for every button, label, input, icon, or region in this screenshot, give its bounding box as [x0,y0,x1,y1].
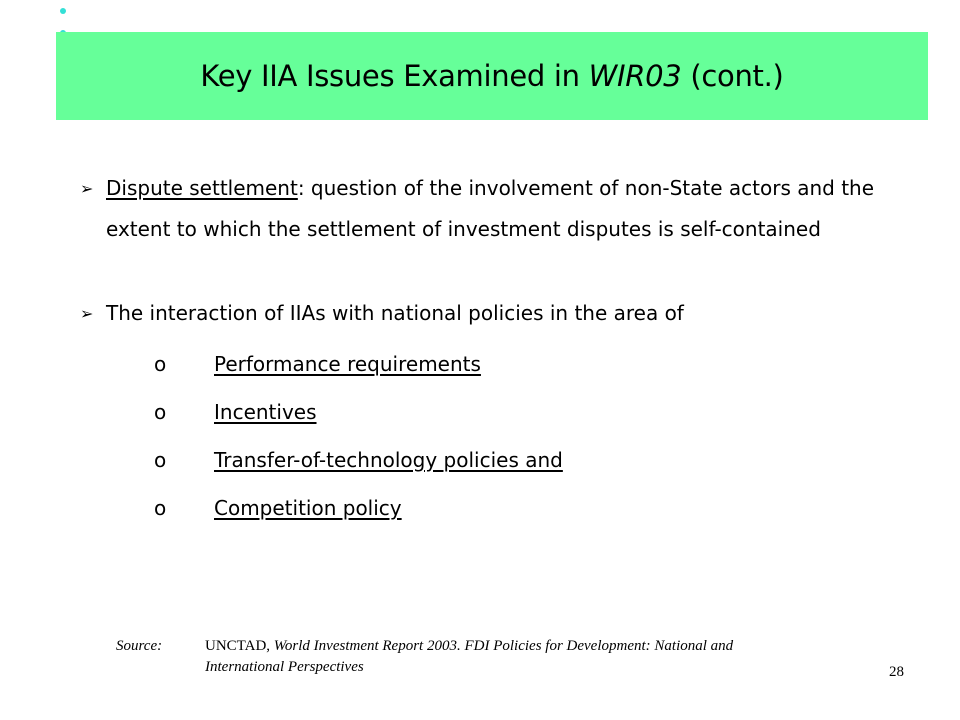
page-number: 28 [889,664,904,680]
decorative-dot-top [60,8,66,14]
list-item [80,388,880,436]
sub-bullet-mark: o [154,351,167,376]
bullet-underlined-term: Dispute settlement [106,176,298,200]
title-bar [56,32,928,120]
bullet-text [106,168,880,250]
sub-item-text: Transfer-of-technology policies and [214,447,563,472]
bullet-body: : question of the involvement of non-State actors and the extent to which the settlement of investment disputes is self-contained [106,176,875,241]
source-org: UNCTAD, [205,638,271,654]
sub-bullet-mark: o [154,495,167,520]
sub-item-text: Competition policy [214,495,402,520]
bullet-dispute-settlement [80,168,880,250]
sub-item-text: Incentives [214,399,317,424]
arrow-bullet-icon: ➢ [80,304,94,323]
policy-sub-list [80,340,880,532]
title-suffix: (cont.) [690,59,784,93]
source-text [205,636,805,678]
title-main: Key IIA Issues Examined in [200,59,580,93]
list-item [80,484,880,532]
sub-item-text: Performance requirements [214,351,481,376]
source-title: World Investment Report 2003. FDI Policies for Development: National and International Perspectives [205,638,734,675]
source-label: Source: [116,638,163,654]
source-citation [116,636,805,678]
list-item [80,340,880,388]
sub-bullet-mark: o [154,447,167,472]
slide-title [56,32,928,120]
list-item [80,436,880,484]
sub-bullet-mark: o [154,399,167,424]
bullet-text: The interaction of IIAs with national policies in the area of [106,301,684,325]
bullet-interaction [80,293,880,334]
title-italic: WIR03 [588,59,682,93]
slide-content [80,168,880,532]
arrow-bullet-icon: ➢ [80,179,94,198]
